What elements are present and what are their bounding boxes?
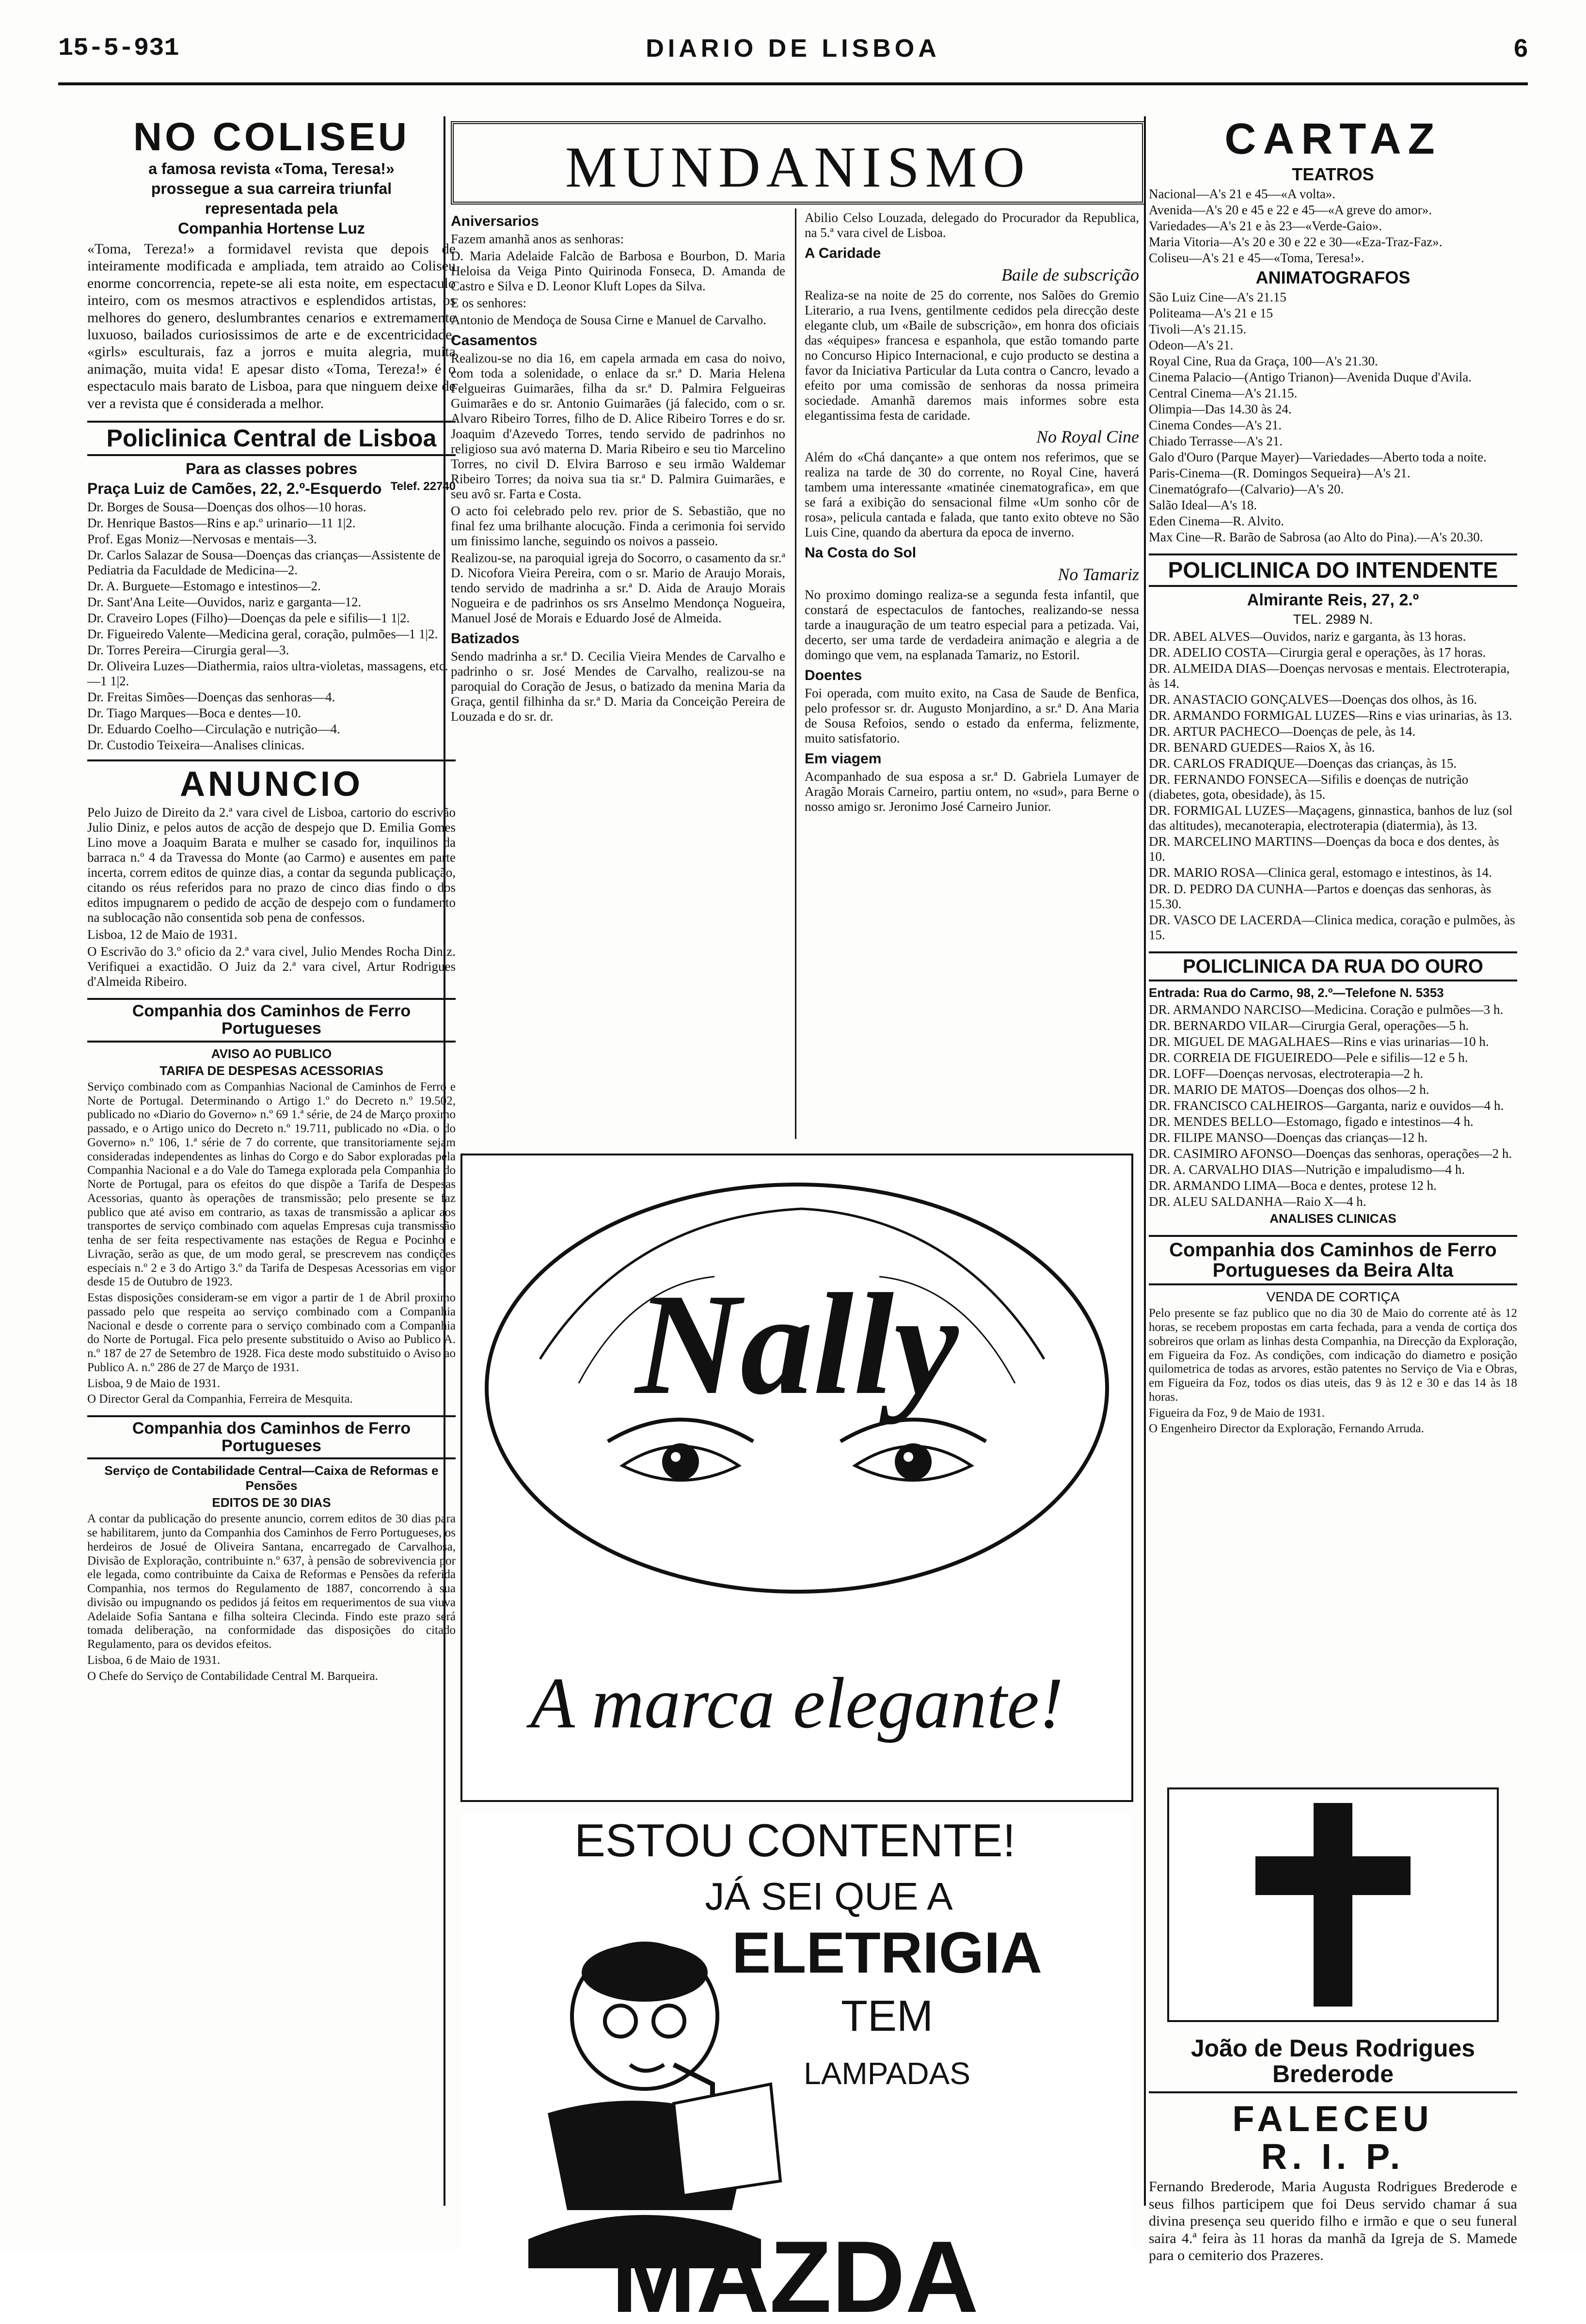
- list-item: Chiado Terrasse—A's 21.: [1149, 434, 1283, 449]
- list-item: Central Cinema—A's 21.15.: [1149, 386, 1298, 401]
- mundanismo-rule: [795, 208, 796, 1139]
- mazda-line-4: TEM: [841, 1992, 933, 2040]
- aniversarios-text: D. Maria Adelaide Falcão de Barbosa e Bourbon, D. Maria Heloisa da Veiga Pinto Quirinoda Fonseca, D. Amanda de Castro e Silva e D. Leonor Kluft Lopes da Silva.: [451, 249, 785, 294]
- list-item: Cinema Condes—A's 21.: [1149, 418, 1282, 433]
- cp-aviso-body: Serviço combinado com as Companhias Nacional de Caminhos de Ferro e Norte de Portugal. Determinando o Artigo 1.º do Decreto n.º 19.502, publicado no «Diario do Governo» n.º 69 1.ª série, de 24 de Março proximo passado, e o Artigo unico do Decreto n.º 19.711, publicado no «Dia. o do Governo» n.º 106, 1.ª série de 7 do corrente, que transitoriamente sejam consideradas independentes as linhas do Corgo e do Sabor exploradas pela Companhia Nacional e a do Vale do Tamega explorada pela Companhia do Norte de Portugal, para os efeitos do que dispõe a Tarifa de Despesas Acessorias, quanto às operações de transmissão; pelo presente se faz publico que até aviso em contrario, as taxas de transmissão a aplicar aos transportes de serviço combinado com aquelas Empresas cuja transmissão tenha de ser feita respectivamente nas estações de Regua e Pocinho e Livração, serão as que, de um modo geral, se prescrevem nas condições especiais n.º 2 e 3 do Artigo 3.º da Tarifa de Despesas Acessorias em vigor desde 15 de Outubro de 1923.: [87, 1080, 456, 1289]
- left-column: [87, 116, 456, 2206]
- intendente-doctors: [1149, 629, 1517, 943]
- mazda-brand: MAZDA: [611, 2220, 979, 2324]
- list-item: Prof. Egas Moniz—Nervosas e mentais—3.: [87, 531, 317, 546]
- batizados-text: Sendo madrinha a sr.ª D. Cecilia Vieira Mendes de Carvalho e padrinho o sr. José Mendes de Carvalho, realizou-se na paroquial do Coração de Jesus, o batizado da menina Maria da Graça, gentil filhinha da sr.ª D. Maria da Conceição Pereira de Louzada e do sr. dr.: [451, 649, 785, 724]
- list-item: Tivoli—A's 21.15.: [1149, 321, 1247, 336]
- list-item: DR. MIGUEL DE MAGALHAES—Rins e vias urinarias—10 h.: [1149, 1034, 1489, 1049]
- ouro-doctors: [1149, 1002, 1517, 1210]
- mazda-line-1: ESTOU CONTENTE!: [574, 1815, 1016, 1866]
- list-item: Dr. A. Burguete—Estomago e intestinos—2.: [87, 578, 321, 593]
- right-column: [1149, 115, 1517, 2263]
- cp-editos-signature: O Chefe do Serviço de Contabilidade Central M. Barqueira.: [87, 1669, 378, 1683]
- list-item: Dr. Torres Pereira—Cirurgia geral—3.: [87, 642, 289, 657]
- mundanismo-header: [451, 121, 1145, 205]
- list-item: São Luiz Cine—A's 21.15: [1149, 289, 1286, 304]
- newspaper-title: DIARIO DE LISBOA: [646, 34, 940, 63]
- royal-cine-text: Além do «Chá dançante» a que ontem nos referimos, que se realiza na tarde de 30 do corrente, no Royal Cine, haverá tambem uma interessante «matinée cinematografica», em que se fará a exibição do sensacional filme «Um sonho côr de rosa», pelicula cantada e falada, que tanto exito obteve no São Luis Cine, quando da abertura da epoca de inverno.: [805, 449, 1139, 539]
- teatros-heading: TEATROS: [1292, 164, 1374, 184]
- list-item: DR. MARCELINO MARTINS—Doenças da boca e dos dentes, às 10.: [1149, 834, 1499, 864]
- list-item: Olimpia—Das 14.30 às 24.: [1149, 402, 1292, 417]
- list-item: DR. CASIMIRO AFONSO—Doenças das senhoras, operações—2 h.: [1149, 1146, 1512, 1161]
- list-item: DR. MENDES BELLO—Estomago, figado e intestinos—4 h.: [1149, 1114, 1474, 1129]
- coliseu-title: NO COLISEU: [133, 115, 410, 159]
- list-item: DR. LOFF—Doenças nervosas, electroterapia—2 h.: [1149, 1066, 1424, 1081]
- aniversarios-men: E os senhores:: [451, 296, 526, 311]
- doentes-heading: Doentes: [805, 667, 862, 684]
- viagem-text: Acompanhado de sua esposa a sr.ª D. Gabriela Lumayer de Aragão Morais Carneiro, partiu ontem, no «sud», para Berne o nosso amigo sr. Jeronimo José Carneiro Junior.: [805, 769, 1139, 814]
- obituary-body: Fernando Brederode, Maria Augusta Rodrigues Brederode e seus filhos participem que foi Deus servido chamar á sua divina presença seu querido filho e irmão e que o seu funeral saira 4.ª feira às 11 horas da manhã da Igreja de S. Mamede para o cemiterio dos Prazeres.: [1149, 2179, 1517, 2263]
- list-item: DR. MARIO DE MATOS—Doenças dos olhos—2 h.: [1149, 1082, 1429, 1097]
- list-item: Galo d'Ouro (Parque Mayer)—Variedades—Aberto toda a noite.: [1149, 450, 1487, 465]
- coliseu-body: «Toma, Tereza!» a formidavel revista que depois de inteiramente modificada e ampliada, tem atraido ao Coliseu enorme concorrencia, repete-se ali esta noite, em espectaculo inteiro, com os mesmos atractivos e esplendidos artistas, os melhores do genero, deslumbrantes cenarios e extremamente luxuoso, bailados curiosissimos de arte e de excentricidade, «girls» esculturais, faz a jorros e muita alegria, muita animação, muita vida! E apesar disto «Toma, Tereza!» é o espectaculo mais barato de Lisboa, para que ninguem deixe de ver a revista que é considerada a melhor.: [87, 241, 456, 411]
- policlinica-central-title: Policlinica Central de Lisboa: [87, 421, 456, 456]
- list-item: Dr. Eduardo Coelho—Circulação e nutrição—4.: [87, 722, 340, 737]
- tamariz-title: No Tamariz: [1058, 564, 1139, 584]
- nally-brand: Nally: [635, 1264, 959, 1424]
- nally-advertisement: [460, 1154, 1133, 1802]
- costa-do-sol-heading: Na Costa do Sol: [805, 544, 917, 561]
- rip-heading: R. I. P.: [1261, 2136, 1405, 2177]
- list-item: DR. D. PEDRO DA CUNHA—Partos e doenças das senhoras, às 15.30.: [1149, 881, 1491, 911]
- casamentos-heading: Casamentos: [451, 332, 538, 349]
- mundanismo-title: MUNDANISMO: [565, 135, 1031, 199]
- list-item: Cinema Palacio—(Antigo Trianon)—Avenida Duque d'Avila.: [1149, 369, 1472, 384]
- beira-alta-body: Pelo presente se faz publico que no dia 30 de Maio do corrente até às 12 horas, se recebem propostas em carta fechada, para a venda de cortiça dos sobreiros que orlam as linhas desta Companhia, na Direcção da Exploração, em Figueira da Foz. As condições, com indicação do diametro e posição quilometrica de todas as arvores, estão patentes no Serviço de Via e Obras, em Figueira da Foz, todos os dias uteis, das 9 às 12 e 30 e das 14 às 18 horas.: [1149, 1307, 1517, 1404]
- cp-aviso-title: Companhia dos Caminhos de Ferro Portugueses: [87, 998, 456, 1042]
- coliseu-subtitle-1: a famosa revista «Toma, Teresa!»: [148, 160, 395, 178]
- intendente-address: Almirante Reis, 27, 2.º: [1247, 590, 1419, 609]
- beira-alta-subtitle: VENDA DE CORTIÇA: [1266, 1289, 1400, 1305]
- list-item: Nacional—A's 21 e 45—«A volta».: [1149, 186, 1336, 201]
- list-item: DR. FRANCISCO CALHEIROS—Garganta, nariz e ouvidos—4 h.: [1149, 1098, 1504, 1113]
- coliseu-subtitle-4: Companhia Hortense Luz: [178, 220, 365, 237]
- left-eye-icon: [608, 1420, 753, 1480]
- ouro-title: POLICLINICA DA RUA DO OURO: [1149, 951, 1517, 981]
- teatros-list: [1149, 187, 1517, 266]
- batizados-heading: Batizados: [451, 631, 520, 647]
- mazda-line-3: ELETRIGIA: [731, 1920, 1043, 1985]
- intendente-title: POLICLINICA DO INTENDENTE: [1149, 553, 1517, 586]
- list-item: Salão Ideal—A's 18.: [1149, 498, 1257, 513]
- list-item: Dr. Tiago Marques—Boca e dentes—10.: [87, 706, 301, 721]
- cp-aviso-date: Lisboa, 9 de Maio de 1931.: [87, 1376, 221, 1390]
- anuncio-body: Pelo Juizo de Direito da 2.ª vara civel de Lisboa, cartorio do escrivão Julio Diniz, e pelos autos de acção de despejo que D. Emilia Gomes Lino move a Joaquim Barata e mulher se casado for, inquilinos da barraca n.º 4 da Travessa do Monte (ao Carmo) e ausentes em parte incerta, correm editos de quinze dias, a contar da segunda publicação, citando os réus referidos para no prazo de cinco dias findo o dos editos impugnarem o pedido de acção de despejo com o fundamento na sublocação não consentida sob pena de confessos.: [87, 805, 456, 925]
- list-item: DR. ADELIO COSTA—Cirurgia geral e operações, às 17 horas.: [1149, 645, 1486, 660]
- list-item: DR. MARIO ROSA—Clinica geral, estomago e intestinos, às 14.: [1149, 865, 1492, 880]
- list-item: Dr. Sant'Ana Leite—Ouvidos, nariz e garganta—12.: [87, 594, 362, 609]
- cp-aviso-heading: TARIFA DE DESPESAS ACESSORIAS: [159, 1063, 383, 1078]
- mundanismo-column-b: [805, 208, 1139, 1139]
- list-item: Cinematógrafo—(Calvario)—A's 20.: [1149, 482, 1344, 497]
- list-item: Dr. Henrique Bastos—Rins e ap.º urinario—11 1|2.: [87, 515, 356, 530]
- cp-aviso-signature: O Director Geral da Companhia, Ferreira de Mesquita.: [87, 1392, 353, 1406]
- mundanismo-intro: Abilio Celso Louzada, delegado do Procurador da Republica, na 5.ª vara civel de Lisboa.: [805, 210, 1139, 240]
- mazda-line-5: LAMPADAS: [804, 2056, 970, 2091]
- list-item: Maria Vitoria—A's 20 e 30 e 22 e 30—«Eza-Traz-Faz».: [1149, 234, 1443, 249]
- mundanismo-columns: [451, 208, 1139, 1139]
- issue-date: 15-5-931: [58, 34, 179, 63]
- masthead: [58, 29, 1528, 68]
- masthead-rule: [58, 82, 1528, 85]
- intendente-phone: TEL. 2989 N.: [1293, 611, 1373, 627]
- policlinica-central-doctors: [87, 500, 456, 753]
- anuncio-date: Lisboa, 12 de Maio de 1931.: [87, 927, 238, 942]
- list-item: DR. CARLOS FRADIQUE—Doenças das crianças, às 15.: [1149, 756, 1457, 771]
- baile-text: Realiza-se na noite de 25 do corrente, nos Salões do Gremio Literario, a rua Ivens, gentilmente cedidos pela direcção deste elegante club, um «Baile de subscrição», em honra dos oficiais das «équipes» francesa e espanhola, que estão tomando parte no Concurso Hipico Internacional, e cujo producto se destina a favor da Iniciativa Particular da Luta contra o Cancro, levado a efeito por uma comissão de senhoras da nossa primeira sociedade. Amanhã daremos mais informes sobre esta elegantissima festa de caridade.: [805, 288, 1139, 423]
- cp-aviso-body-2: Estas disposições consideram-se em vigor a partir de 1 de Abril proximo passado pelo que respeita ao serviço combinado com a Companhia Nacional e desde o corrente para o serviço combinado com a Companhia do Norte de Portugal. Fica pelo presente substituido o Aviso ao Publico A. n.º 187 de 27 de Setembro de 1928. Fica deste modo substituido o Aviso ao Publico A. n.º 286 de 27 de Março de 1931.: [87, 1291, 456, 1374]
- list-item: DR. ARTUR PACHECO—Doenças de pele, às 14.: [1149, 724, 1416, 739]
- list-item: DR. BENARD GUEDES—Raios X, às 16.: [1149, 740, 1375, 755]
- beira-alta-signature: O Engenheiro Director da Exploração, Fernando Arruda.: [1149, 1422, 1424, 1436]
- doentes-text: Foi operada, com muito exito, na Casa de Saude de Benfica, pelo professor sr. dr. Augusto Monjardino, a sr.ª D. Ana Maria de Sousa Refoios, sendo o estado da enferma, felizmente, muito satisfatorio.: [805, 686, 1139, 746]
- policlinica-central-address: [87, 480, 456, 498]
- list-item: Dr. Oliveira Luzes—Diathermia, raios ultra-violetas, massagens, etc.—1 1|2.: [87, 658, 448, 689]
- nally-illustration: [462, 1155, 1131, 1800]
- caridade-heading: A Caridade: [805, 245, 881, 262]
- deceased-name: João de Deus Rodrigues Brederode: [1149, 2036, 1517, 2093]
- faleceu-heading: FALECEU: [1232, 2099, 1434, 2139]
- list-item: Royal Cine, Rua da Graça, 100—A's 21.30.: [1149, 353, 1378, 368]
- royal-cine-title: No Royal Cine: [1036, 427, 1139, 446]
- right-eye-icon: [841, 1420, 986, 1480]
- list-item: Coliseu—A's 21 e 45—«Toma, Teresa!».: [1149, 250, 1364, 265]
- list-item: Avenida—A's 20 e 45 e 22 e 45—«A greve do amor».: [1149, 202, 1432, 217]
- list-item: DR. ARMANDO NARCISO—Medicina. Coração e pulmões—3 h.: [1149, 1002, 1504, 1017]
- tamariz-text: No proximo domingo realiza-se a segunda festa infantil, que constará de espectaculos de fantoches, realizando-se nessa tarde a inauguração de um teatro especial para a petizada. Vai, decerto, ser uma tarde de verdadeira animação e alegria a de domingo que vem, na esplanada Tamariz, no Estoril.: [805, 587, 1139, 662]
- casamentos-text: Realizou-se no dia 16, em capela armada em casa do noivo, com toda a solenidade, o enlace da sr.ª D. Maria Helena Felgueiras Guimarães, filha da sr.ª D. Palmira Felgueiras Guimarães e do sr. Antonio Guimarães (já falecido, com o sr. Alvaro Ribeiro Torres, filho de D. Alice Ribeiro Torres e do sr. Joaquim d'Azevedo Torres, tendo servido de padrinhos no religioso sua avó materna D. Maria Ribeiro e seu tio Marcelino Torres, no civil D. Elvira Barroso e seu irmão Waldemar Ribeiro Torres; da noiva sua tia sr.ª D. Palmira Guimarães, e seu avô sr. Farta e Costa.: [451, 351, 785, 501]
- list-item: DR. CORREIA DE FIGUEIREDO—Pele e sifilis—12 e 5 h.: [1149, 1050, 1468, 1065]
- list-item: DR. FERNANDO FONSECA—Sifilis e doenças de nutrição (diabetes, gota, obesidade), às 15.: [1149, 772, 1469, 802]
- list-item: DR. ARMANDO LIMA—Boca e dentes, protese 12 h.: [1149, 1178, 1437, 1193]
- list-item: DR. ALMEIDA DIAS—Doenças nervosas e mentais. Electroterapia, às 14.: [1149, 661, 1510, 691]
- ouro-address: Entrada: Rua do Carmo, 98, 2.º—Telefone N. 5353: [1149, 985, 1444, 1000]
- cp-aviso-subtitle: AVISO AO PUBLICO: [211, 1046, 332, 1061]
- list-item: Dr. Borges de Sousa—Doenças dos olhos—10 horas.: [87, 499, 366, 514]
- address-text: Praça Luiz de Camões, 22, 2.º-Esquerdo: [87, 479, 382, 497]
- phone-text: Telef. 22740: [390, 479, 456, 493]
- cartaz-title: CARTAZ: [1224, 115, 1442, 163]
- animatografos-heading: ANIMATOGRAFOS: [1255, 267, 1411, 287]
- cp-editos-date: Lisboa, 6 de Maio de 1931.: [87, 1653, 221, 1667]
- viagem-heading: Em viagem: [805, 751, 882, 767]
- anuncio-title: ANUNCIO: [87, 759, 456, 803]
- list-item: Dr. Craveiro Lopes (Filho)—Doenças da pele e sifilis—1 1|2.: [87, 610, 410, 625]
- list-item: Dr. Carlos Salazar de Sousa—Doenças das crianças—Assistente de Pediatria da Faculdade de Medicina—2.: [87, 547, 441, 577]
- list-item: DR. FILIPE MANSO—Doenças das crianças—12 h.: [1149, 1130, 1428, 1145]
- list-item: DR. ANASTACIO GONÇALVES—Doenças dos olhos, às 16.: [1149, 692, 1477, 707]
- page-number: 6: [1514, 34, 1528, 63]
- mundanismo-column-a: [451, 208, 785, 1139]
- list-item: Dr. Figueiredo Valente—Medicina geral, coração, pulmões—1 1|2.: [87, 626, 438, 641]
- coliseu-subtitle-3: representada pela: [205, 200, 338, 218]
- list-item: Odeon—A's 21.: [1149, 337, 1234, 352]
- list-item: DR. ABEL ALVES—Ouvidos, nariz e garganta, às 13 horas.: [1149, 629, 1466, 644]
- list-item: DR. FORMIGAL LUZES—Maçagens, ginnastica, banhos de luz (sol das altitudes), mecanoterapia, electroterapia (diatermia), às 13.: [1149, 803, 1513, 833]
- column-rule: [1144, 116, 1146, 2206]
- aniversarios-heading: Aniversarios: [451, 213, 539, 229]
- list-item: Politeama—A's 21 e 15: [1149, 305, 1273, 320]
- nally-slogan: A marca elegante!: [530, 1663, 1063, 1743]
- casamentos-text-3: Realizou-se, na paroquial igreja do Socorro, o casamento da sr.ª D. Nicofora Vieira Pereira, com o sr. Mario de Araujo Morais, tendo servido de madrinha a sr.ª D. Aida de Araujo Morais Nogueira e de padrinhos os srs Anselmo Mendonça Nogueira, Manuel José de Morais e Eduardo José de Almeida.: [451, 550, 785, 626]
- obituary: [1149, 2036, 1517, 2267]
- mazda-advertisement: [460, 1813, 1129, 2322]
- casamentos-text-2: O acto foi celebrado pelo rev. prior de S. Sebastião, que no final fez uma brilhante alocução. Finda a cerimonia foi servido um finissimo lanche, seguindo os noivos a passeio.: [451, 503, 785, 548]
- cross-icon: [1149, 1784, 1517, 2026]
- list-item: DR. BERNARDO VILAR—Cirurgia Geral, operações—5 h.: [1149, 1018, 1469, 1033]
- list-item: Eden Cinema—R. Alvito.: [1149, 514, 1284, 529]
- list-item: Paris-Cinema—(R. Domingos Sequeira)—A's 21.: [1149, 466, 1411, 481]
- cp-editos-body: A contar da publicação do presente anuncio, correm editos de 30 dias para se habilitarem, junto da Companhia dos Caminhos de Ferro Portugueses, os herdeiros de Josué de Oliveira Santana, encarregado de Carvalhosa, Divisão de Exploração, contribuinte n.º 637, à pensão de sobrevivencia por ele legada, como contribuinte da Caixa de Reformas e Pensões da referida Companhia, nos termos do Regulamento de 1887, concorrendo à sua divisão ou impugnando os pedidos já feitos em requerimentos de sua viuva Adelaide Sofia Santana e filha solteira Clecinda. Findo este prazo será tomada deliberação, na conformidade das disposições do citado Regulamento, para os devidos efeitos.: [87, 1512, 456, 1651]
- baile-title: Baile de subscrição: [1001, 265, 1139, 285]
- middle-column: [451, 116, 1139, 2324]
- beira-alta-title: Companhia dos Caminhos de Ferro Portugueses da Beira Alta: [1149, 1235, 1517, 1285]
- aniversarios-men-text: Antonio de Mendoça de Sousa Cirne e Manuel de Carvalho.: [451, 313, 766, 328]
- ouro-footer: ANALISES CLINICAS: [1269, 1211, 1396, 1226]
- mazda-illustration: [460, 1813, 1129, 2322]
- list-item: Variedades—A's 21 e às 23—«Verde-Gaio».: [1149, 218, 1382, 233]
- animatografos-list: [1149, 290, 1517, 545]
- list-item: DR. ALEU SALDANHA—Raio X—4 h.: [1149, 1194, 1366, 1209]
- beira-alta-date: Figueira da Foz, 9 de Maio de 1931.: [1149, 1406, 1325, 1420]
- anuncio-signature: O Escrivão do 3.º oficio da 2.ª vara civel, Julio Mendes Rocha Diniz. Verifiquei a exactidão. O Juiz da 2.ª vara civel, Artur Rodrigues d'Almeida Ribeiro.: [87, 944, 456, 989]
- aniversarios-intro: Fazem amanhã anos as senhoras:: [451, 232, 624, 246]
- list-item: DR. A. CARVALHO DIAS—Nutrição e impaludismo—4 h.: [1149, 1162, 1465, 1177]
- coliseu-subtitle-2: prossegue a sua carreira triunfal: [151, 180, 392, 198]
- obituary-cross: [1149, 1784, 1517, 2026]
- cp-editos-title: Companhia dos Caminhos de Ferro Portugueses: [87, 1415, 456, 1459]
- list-item: DR. ARMANDO FORMIGAL LUZES—Rins e vias urinarias, às 13.: [1149, 708, 1512, 723]
- mazda-line-2: JÁ SEI QUE A: [705, 1875, 953, 1918]
- list-item: Max Cine—R. Barão de Sabrosa (ao Alto do Pina).—A's 20.30.: [1149, 530, 1483, 545]
- list-item: Dr. Freitas Simões—Doenças das senhoras—4.: [87, 690, 335, 705]
- cp-editos-subtitle: Serviço de Contabilidade Central—Caixa de Reformas e Pensões: [104, 1463, 439, 1493]
- list-item: Dr. Custodio Teixeira—Analises clinicas.: [87, 738, 305, 753]
- list-item: DR. VASCO DE LACERDA—Clinica medica, coração e pulmões, às 15.: [1149, 912, 1515, 942]
- cp-editos-heading: EDITOS DE 30 DIAS: [212, 1495, 331, 1510]
- policlinica-central-subtitle: Para as classes pobres: [185, 459, 357, 477]
